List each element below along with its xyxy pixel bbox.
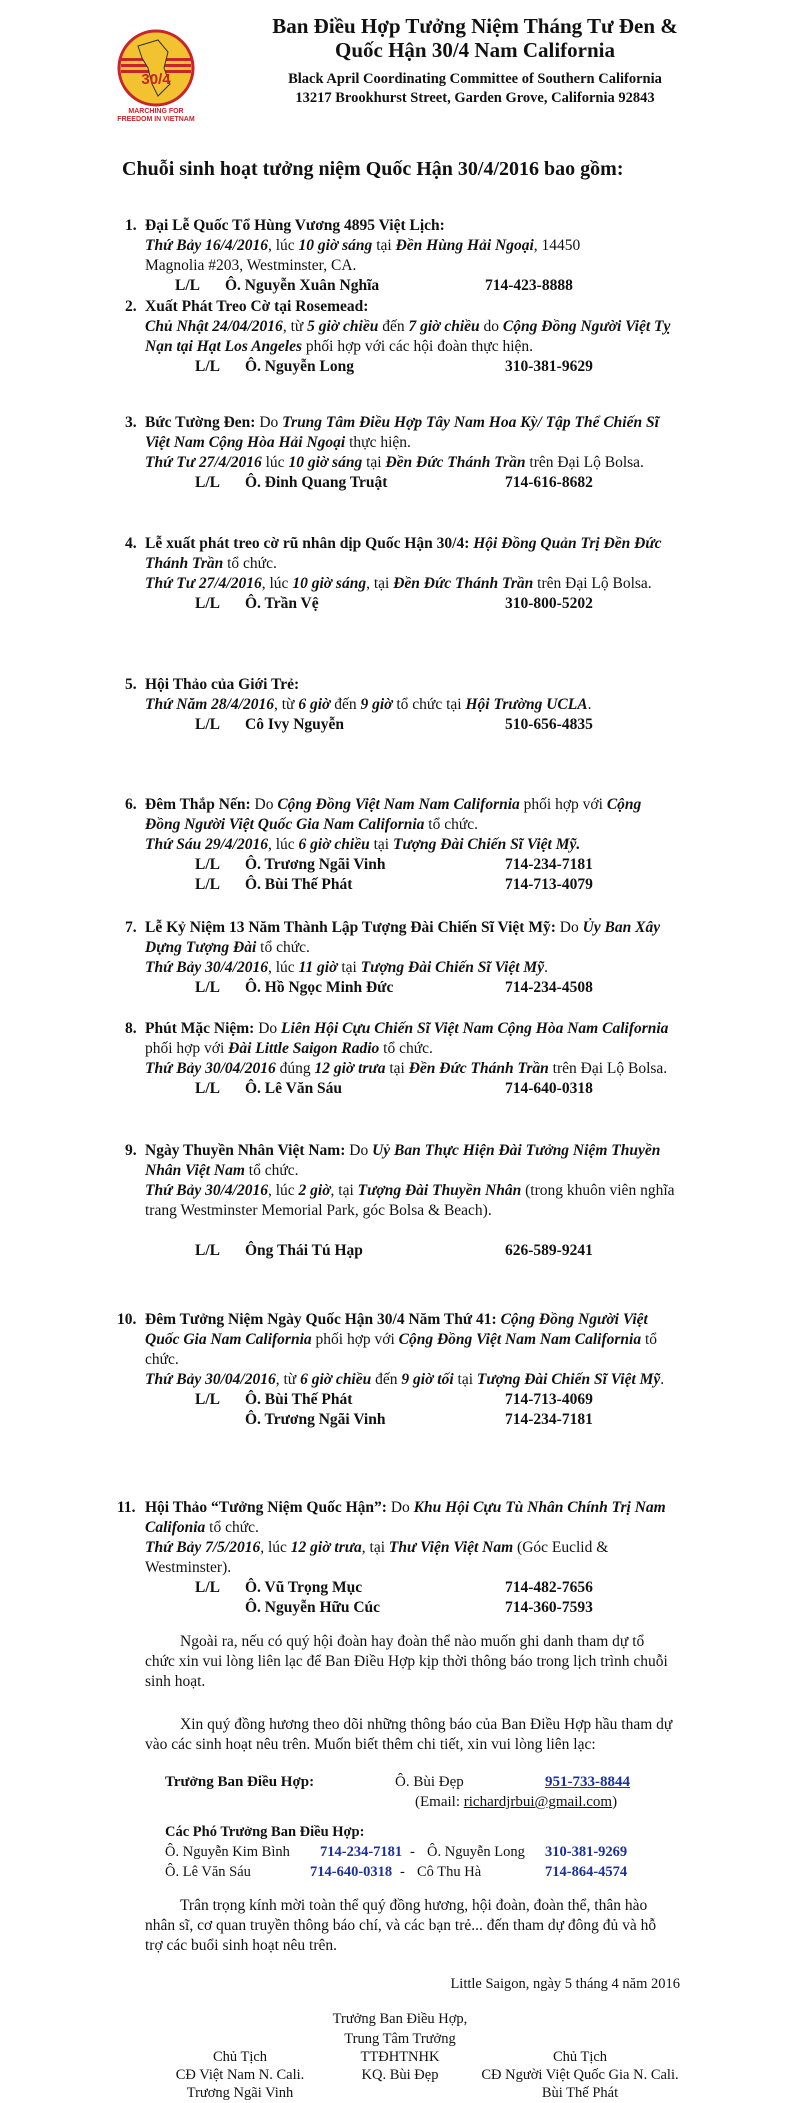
list-item xyxy=(125,534,675,614)
contact-row xyxy=(145,855,675,875)
list-item xyxy=(125,216,675,296)
contact-phone: 714-482-7656 xyxy=(505,1579,593,1596)
contact-row xyxy=(125,276,655,296)
item-number: 7. xyxy=(125,919,137,936)
item-text: thực hiện. xyxy=(345,434,411,451)
item-text: Do xyxy=(345,1142,373,1159)
item-venue: Đền Đức Thánh Trần xyxy=(393,575,534,592)
item-time: 2 giờ xyxy=(298,1182,331,1199)
item-title: Đêm Thắp Nến: xyxy=(145,796,251,813)
item-text: , từ xyxy=(282,318,308,335)
item-text: , lúc xyxy=(260,1539,291,1556)
contact-label: L/L xyxy=(195,856,220,873)
item-title: Đại Lễ Quốc Tổ Hùng Vương 4895 Việt Lịch: xyxy=(145,217,445,234)
item-text: phối hợp với các hội đoàn thực hiện. xyxy=(302,338,534,355)
list-item xyxy=(117,1498,675,1618)
contact-name: Ô. Đinh Quang Truật xyxy=(245,474,388,491)
contact-row xyxy=(145,715,675,735)
item-time: 10 giờ sáng xyxy=(288,454,363,471)
header-org: Black April Coordinating Committee of Southern California xyxy=(288,71,662,87)
item-organizer: Cộng Đồng Việt Nam Nam California xyxy=(277,796,520,813)
contact-paragraph: Xin quý đồng hương theo dõi những thông báo của Ban Điều Hợp hầu tham dự vào các sinh hoạt nêu trên. Muốn biết thêm chi tiết, xin vui lòng liên lạc: xyxy=(145,1716,673,1753)
item-title: Bức Tường Đen: xyxy=(145,414,256,431)
contact-label: L/L xyxy=(195,1080,220,1097)
item-number: 3. xyxy=(125,414,137,431)
item-time: 12 giờ trưa xyxy=(290,1539,362,1556)
invitation-paragraph: Trân trọng kính mời toàn thể quý đồng hương, hội đoàn, đoàn thể, thân hào nhân sĩ, cơ quan truyền thông báo chí, và các bạn trẻ... đến tham dự đông đủ và hỗ trợ các buổi sinh hoạt nêu trên. xyxy=(145,1897,657,1954)
list-item xyxy=(125,297,675,377)
item-text: do xyxy=(479,318,503,335)
chief-email xyxy=(415,1794,617,1811)
contact-phone: 714-616-8682 xyxy=(505,474,593,491)
contact-phone: 310-381-9629 xyxy=(505,358,593,375)
deputy-name: Ô. Nguyễn Long xyxy=(427,1844,525,1860)
item-date: Thứ Tư 27/4/2016 xyxy=(145,575,262,592)
signature-org: CĐ Việt Nam N. Cali. xyxy=(175,2067,305,2083)
deputies-contact xyxy=(165,1824,725,1886)
contact-phone: 714-640-0318 xyxy=(505,1080,593,1097)
contact-row xyxy=(145,473,675,493)
item-time: 7 giờ chiều xyxy=(408,318,480,335)
contact-name: Ô. Vũ Trọng Mục xyxy=(245,1579,363,1596)
deputies-label: Các Phó Trưởng Ban Điều Hợp: xyxy=(165,1824,365,1840)
item-number: 5. xyxy=(125,676,137,693)
page-heading: Chuỗi sinh hoạt tưởng niệm Quốc Hận 30/4/2016 bao gồm: xyxy=(122,158,624,180)
list-item: 7. Lễ Kỷ Niệm 13 Năm Thành Lập Tượng Đài Chiến Sĩ Việt Mỹ: Do Ủy Ban Xây Dựng Tượng Đài tổ chức. Thứ Bảy 30/4/2016, lúc 11 giờ tại Tượng Đài Chiến Sĩ Việt Mỹ. L/L Ô. Hồ Ngọc Minh Đức 714-234-4508 xyxy=(145,918,675,998)
chief-label: Trưởng Ban Điều Hợp: xyxy=(165,1774,315,1790)
email-suffix: ) xyxy=(612,1794,618,1810)
signature-right xyxy=(460,2048,700,2102)
item-number: 9. xyxy=(125,1142,137,1159)
item-date: Thứ Tư 27/4/2016 xyxy=(145,454,262,471)
contact-label: L/L xyxy=(195,1242,220,1259)
contact-name: Ô. Bùi Thế Phát xyxy=(245,876,353,893)
item-time: 9 giờ xyxy=(360,696,393,713)
item-date: Thứ Bảy 30/4/2016 xyxy=(145,1182,268,1199)
contact-name: Ô. Trương Ngãi Vinh xyxy=(245,856,386,873)
item-date: Thứ Bảy 30/04/2016 xyxy=(145,1060,276,1077)
item-text: đến xyxy=(330,696,361,713)
item-venue: Hội Trường UCLA xyxy=(465,696,588,713)
item-text: lúc xyxy=(261,454,289,471)
date-line: Little Saigon, ngày 5 tháng 4 năm 2016 xyxy=(450,1976,680,1992)
signature-org: TTĐHTNHK xyxy=(360,2049,440,2065)
item-number: 1. xyxy=(125,217,137,234)
item-text: phối hợp với xyxy=(145,1040,229,1057)
list-item xyxy=(125,1141,675,1261)
contact-label: L/L xyxy=(195,474,220,491)
contact-row xyxy=(145,1241,675,1261)
signature-name: Bùi Thế Phát xyxy=(541,2085,619,2101)
item-text: tổ chức tại xyxy=(392,696,466,713)
contact-phone: 714-713-4079 xyxy=(505,876,593,893)
item-address: Magnolia #203, Westminster, CA. xyxy=(145,257,357,274)
contact-row xyxy=(145,1598,675,1618)
contact-row xyxy=(145,1410,675,1430)
item-organizer: Liên Hội Cựu Chiến Sĩ Việt Nam Cộng Hòa Nam California xyxy=(281,1020,669,1037)
item-organizer: Đài Little Saigon Radio xyxy=(228,1040,380,1057)
list-item: 10. Đêm Tưởng Niệm Ngày Quốc Hận 30/4 Năm Thứ 41: Cộng Đồng Người Việt Quốc Gia Nam California phối hợp với Cộng Đồng Việt Nam Nam California tổ chức. Thứ Bảy 30/04/2016, từ 6 giờ chiều đến 9 giờ tối tại Tượng Đài Chiến Sĩ Việt Mỹ. L/L Ô. Bùi Thế Phát 714-713-4069 Ô. Trương Ngãi Vinh 714-234-7181 xyxy=(145,1310,675,1430)
separator: - xyxy=(410,1844,415,1860)
item-venue: Đền Đức Thánh Trần xyxy=(385,454,526,471)
list-item xyxy=(125,413,675,493)
item-venue: Đền Hùng Hải Ngoại xyxy=(395,237,534,254)
contact-label: L/L xyxy=(195,979,220,996)
item-date: Thứ Bảy 30/04/2016 xyxy=(145,1371,276,1388)
item-text: , lúc xyxy=(267,959,299,976)
contact-label: L/L xyxy=(195,716,220,733)
item-title: Lễ Kỷ Niệm 13 Năm Thành Lập Tượng Đài Chiến Sĩ Việt Mỹ: xyxy=(145,919,556,936)
item-title: Hội Thảo của Giới Trẻ: xyxy=(145,676,300,693)
contact-row xyxy=(145,1578,675,1598)
contact-row xyxy=(145,1390,675,1410)
item-text: tại xyxy=(369,836,393,853)
item-text: tổ chức. xyxy=(223,555,277,572)
item-date: Thứ Bảy 7/5/2016 xyxy=(145,1539,261,1556)
item-time: 12 giờ trưa xyxy=(314,1060,386,1077)
item-date: Thứ Bảy 30/4/2016 xyxy=(145,959,268,976)
item-time: 6 giờ chiều xyxy=(298,836,370,853)
deputy-phone: 714-864-4574 xyxy=(545,1864,628,1880)
item-organizer: Cộng Đồng Người Việt Tỵ Nạn tại Hạt Los Angeles xyxy=(145,318,671,355)
signature-title: Chủ Tịch xyxy=(212,2049,268,2065)
header-address: 13217 Brookhurst Street, Garden Grove, California 92843 xyxy=(295,90,655,106)
chief-phone-link[interactable]: 951-733-8844 xyxy=(545,1774,630,1790)
signature-header: Trưởng Ban Điều Hợp, xyxy=(332,2011,468,2027)
item-number: 6. xyxy=(125,796,137,813)
item-text: tại xyxy=(385,1060,409,1077)
item-text: , 14450 xyxy=(533,237,581,254)
item-venue: Tượng Đài Chiến Sĩ Việt Mỹ. xyxy=(392,836,581,853)
item-venue: Tượng Đài Chiến Sĩ Việt Mỹ xyxy=(360,959,545,976)
item-text: tổ chức. xyxy=(145,1331,658,1368)
deputy-name: Ô. Nguyễn Kim Bình xyxy=(165,1844,290,1860)
contact-name: Cô Ivy Nguyễn xyxy=(245,716,345,733)
item-text: tổ chức. xyxy=(424,816,479,833)
item-text: , từ xyxy=(275,1371,301,1388)
item-number: 10. xyxy=(117,1311,137,1328)
item-text: , lúc xyxy=(267,1182,299,1199)
contact-row xyxy=(145,875,675,895)
email-link[interactable]: richardjrbui@gmail.com xyxy=(463,1794,613,1810)
deputy-phone: 310-381-9269 xyxy=(545,1844,628,1860)
contact-name: Ô. Hồ Ngọc Minh Đức xyxy=(245,979,394,996)
item-organizer: Cộng Đồng Người Việt Quốc Gia Nam California xyxy=(145,1311,648,1348)
item-text: tổ chức. xyxy=(205,1519,259,1536)
item-time: 11 giờ xyxy=(298,959,338,976)
item-text: tổ chức. xyxy=(256,939,310,956)
item-number: 4. xyxy=(125,535,137,552)
header-title-line2: Quốc Hận 30/4 Nam California xyxy=(334,38,615,62)
email-prefix: (Email: xyxy=(415,1794,464,1810)
item-text: phối hợp với xyxy=(519,796,607,813)
closing-paragraph: Ngoài ra, nếu có quý hội đoàn hay đoàn thể nào muốn ghi danh tham dự tổ chức xin vui lòng liên lạc để Ban Điều Hợp kịp thời thông báo trong lịch trình chuỗi sinh hoạt. xyxy=(145,1633,668,1690)
item-title: Xuất Phát Treo Cờ tại Rosemead: xyxy=(145,298,369,315)
contact-name: Ô. Trần Vệ xyxy=(245,595,319,612)
item-text: tại xyxy=(453,1371,477,1388)
item-title: Đêm Tưởng Niệm Ngày Quốc Hận 30/4 Năm Thứ 41: xyxy=(145,1311,497,1328)
item-organizer: Ủy Ban Xây Dựng Tượng Đài xyxy=(145,919,661,956)
item-time: 6 giờ chiều xyxy=(300,1371,372,1388)
contact-phone: 714-360-7593 xyxy=(505,1599,593,1616)
contact-phone: 714-713-4069 xyxy=(505,1391,593,1408)
item-text: đúng xyxy=(275,1060,315,1077)
list-item xyxy=(125,795,675,895)
item-number: 11. xyxy=(117,1499,136,1516)
organization-logo xyxy=(108,28,204,130)
item-venue: Đền Đức Thánh Trần xyxy=(408,1060,549,1077)
deputy-phone: 714-640-0318 xyxy=(310,1864,393,1880)
contact-phone: 510-656-4835 xyxy=(505,716,593,733)
item-text: tổ chức. xyxy=(244,1162,299,1179)
contact-label: L/L xyxy=(195,1391,220,1408)
signature-title: Chủ Tịch xyxy=(552,2049,608,2065)
contact-label: L/L xyxy=(195,1579,220,1596)
item-text: (trong khuôn viên nghĩa trang Westminster Memorial Park, góc Bolsa & Beach). xyxy=(145,1182,675,1219)
contact-row xyxy=(145,594,675,614)
list-item xyxy=(125,1019,675,1099)
contact-label: L/L xyxy=(195,876,220,893)
item-venue: Tượng Đài Thuyền Nhân xyxy=(357,1182,522,1199)
item-text: Do xyxy=(386,1499,414,1516)
signature-org: CĐ Người Việt Quốc Gia N. Cali. xyxy=(481,2067,679,2083)
item-text: phối hợp với xyxy=(311,1331,399,1348)
item-text: trên Đại Lộ Bolsa. xyxy=(525,454,644,471)
item-text: tổ chức. xyxy=(379,1040,433,1057)
item-text: , tại xyxy=(330,1182,358,1199)
contact-label: L/L xyxy=(195,358,220,375)
item-time: 9 giờ tối xyxy=(401,1371,454,1388)
item-text: , từ xyxy=(274,696,299,713)
item-title: Phút Mặc Niệm: xyxy=(145,1020,255,1037)
item-title: Ngày Thuyền Nhân Việt Nam: xyxy=(145,1142,346,1159)
signature-title: Trung Tâm Trưởng xyxy=(344,2031,456,2047)
item-date: Thứ Sáu 29/4/2016 xyxy=(145,836,268,853)
item-venue: Thư Viện Việt Nam xyxy=(388,1539,514,1556)
contact-phone: 714-423-8888 xyxy=(485,277,573,294)
deputy-name: Ô. Lê Văn Sáu xyxy=(165,1864,251,1880)
item-number: 2. xyxy=(125,298,137,315)
item-text: trên Đại Lộ Bolsa. xyxy=(533,575,652,592)
contact-name: Ô. Nguyễn Xuân Nghĩa xyxy=(225,277,380,294)
item-organizer: Trung Tâm Điều Hợp Tây Nam Hoa Kỳ/ Tập Thể Chiến Sĩ Việt Nam Cộng Hòa Hải Ngoại xyxy=(145,414,659,451)
item-organizer: Cộng Đồng Việt Nam Nam California xyxy=(398,1331,642,1348)
item-text: , lúc xyxy=(261,575,293,592)
item-text: , tại xyxy=(366,575,394,592)
contact-name: Ô. Trương Ngãi Vinh xyxy=(245,1411,386,1428)
chief-contact xyxy=(165,1774,685,1814)
item-title: Lễ xuất phát treo cờ rũ nhân dịp Quốc Hận 30/4: xyxy=(145,535,470,552)
contact-name: Ô. Nguyễn Long xyxy=(245,358,354,375)
item-organizer: Cộng Đồng Người Việt Quốc Gia Nam California xyxy=(145,796,642,833)
item-date: Thứ Bảy 16/4/2016 xyxy=(145,237,268,254)
logo-caption-line1: MARCHING FOR xyxy=(128,108,184,115)
contact-name: Ô. Lê Văn Sáu xyxy=(245,1080,343,1097)
item-text: đến xyxy=(371,1371,402,1388)
deputy-phone: 714-234-7181 xyxy=(320,1844,403,1860)
header-title-line1: Ban Điều Hợp Tưởng Niệm Tháng Tư Đen & xyxy=(272,14,678,38)
item-organizer: Khu Hội Cựu Tù Nhân Chính Trị Nam Califonia xyxy=(145,1499,666,1536)
item-text: , lúc xyxy=(267,836,299,853)
item-title: Hội Thảo “Tưởng Niệm Quốc Hận”: xyxy=(145,1499,387,1516)
contact-name: Ông Thái Tú Hạp xyxy=(245,1242,363,1259)
item-text: tại xyxy=(372,237,396,254)
contact-phone: 714-234-7181 xyxy=(505,856,593,873)
logo-date: 30/4 xyxy=(141,71,171,88)
item-organizer: Hội Đồng Quản Trị Đền Đức Thánh Trần xyxy=(145,535,662,572)
item-organizer: Uỷ Ban Thực Hiện Đài Tưởng Niệm Thuyền Nhân Việt Nam xyxy=(145,1142,661,1179)
item-text: tại xyxy=(362,454,386,471)
contact-label: L/L xyxy=(175,277,200,294)
signature-name: KQ. Bùi Đẹp xyxy=(361,2067,439,2083)
item-text: đến xyxy=(378,318,409,335)
item-text: trên Đại Lộ Bolsa. xyxy=(548,1060,668,1077)
item-text: , tại xyxy=(361,1539,389,1556)
contact-row xyxy=(145,357,675,377)
separator: - xyxy=(400,1864,405,1880)
item-text: , lúc xyxy=(267,237,299,254)
contact-row xyxy=(145,1079,675,1099)
list-item: 5. Hội Thảo của Giới Trẻ: Thứ Năm 28/4/2016, từ 6 giờ đến 9 giờ tổ chức tại Hội Trường UCLA. L/L Cô Ivy Nguyễn 510-656-4835 xyxy=(145,675,675,735)
item-text: Do xyxy=(555,919,583,936)
item-text: Do xyxy=(255,414,283,431)
contact-phone: 310-800-5202 xyxy=(505,595,593,612)
item-time: 10 giờ sáng xyxy=(292,575,367,592)
contact-row xyxy=(145,978,675,998)
chief-name: Ô. Bùi Đẹp xyxy=(395,1774,464,1790)
item-time: 5 giờ chiều xyxy=(307,318,379,335)
contact-label: L/L xyxy=(195,595,220,612)
logo-caption-line2: FREEDOM IN VIETNAM xyxy=(117,116,195,123)
item-time: 10 giờ sáng xyxy=(298,237,373,254)
deputy-name: Cô Thu Hà xyxy=(417,1864,482,1880)
signature-name: Trương Ngãi Vinh xyxy=(186,2085,294,2101)
item-venue: Tượng Đài Chiến Sĩ Việt Mỹ xyxy=(476,1371,661,1388)
item-text: Do xyxy=(250,796,278,813)
contact-name: Ô. Nguyễn Hữu Cúc xyxy=(245,1599,381,1616)
contact-name: Ô. Bùi Thế Phát xyxy=(245,1391,353,1408)
contact-phone: 714-234-4508 xyxy=(505,979,593,996)
contact-phone: 626-589-9241 xyxy=(505,1242,593,1259)
contact-phone: 714-234-7181 xyxy=(505,1411,593,1428)
item-date: Thứ Năm 28/4/2016 xyxy=(145,696,274,713)
item-number: 8. xyxy=(125,1020,137,1037)
item-date: Chủ Nhật 24/04/2016 xyxy=(145,318,283,335)
item-text: Do xyxy=(254,1020,282,1037)
item-text: tại xyxy=(337,959,361,976)
item-text: (Góc Euclid & Westminster). xyxy=(145,1539,609,1576)
item-time: 6 giờ xyxy=(298,696,331,713)
